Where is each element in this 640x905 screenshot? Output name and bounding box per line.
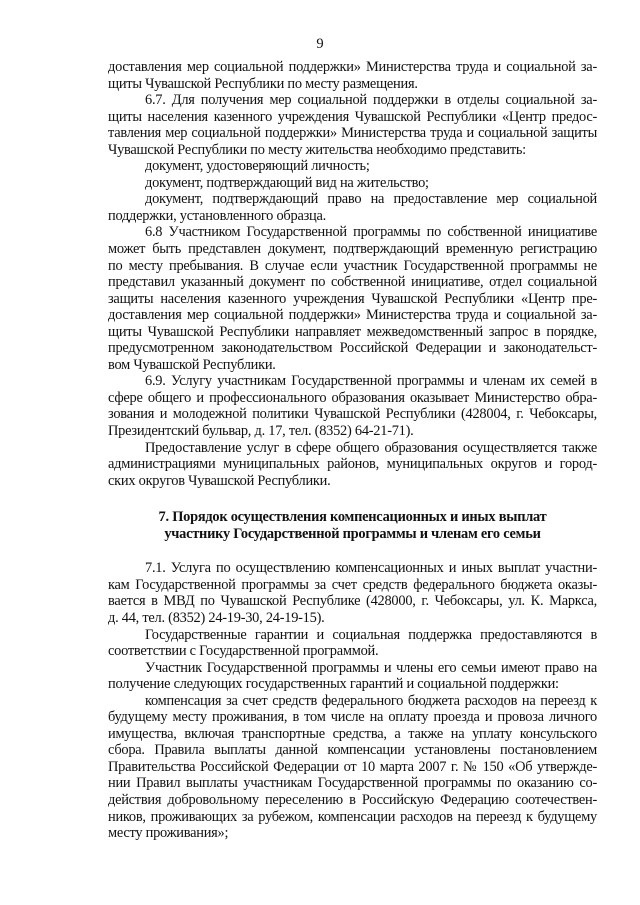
spacer (108, 489, 597, 509)
text-line: Чувашской Республики по месту жительства необходимо представить: (108, 141, 526, 158)
text-line: имущества, включая транспортные средства, а также на уплату консульского (108, 725, 597, 742)
paragraph-6-7-line: 6.7. Для получения мер социальной поддержки в отделы социальной за- (145, 92, 597, 109)
text-line: Участник Государственной программы и члены его семьи имеют право на (145, 659, 597, 676)
spacer (108, 542, 597, 560)
text-line: компенсация за счет средств федерального бюджета расходов на переезд к (145, 692, 597, 709)
section-heading: 7. Порядок осуществления компенсационных и иных выплат (158, 509, 547, 526)
text-line: сбора. Правила выплаты данной компенсации установлены постановлением (108, 742, 597, 759)
text-line: месту проживания»; (108, 825, 229, 842)
text-line: получение следующих государственных гарантий и социальной поддержки: (108, 676, 559, 693)
text-line: защиты населения казенного учреждения Чувашской Республики «Центр пре- (108, 290, 597, 307)
text-line: кам Государственной программы за счет средств федерального бюджета оказы- (108, 576, 597, 593)
text-line: Предоставление услуг в сфере общего образования осуществляется также (145, 439, 597, 456)
text-line: щиты Чувашской Республики по месту размещения. (108, 75, 418, 92)
text-line: доставления мер социальной поддержки» Министерства труда и социальной за- (108, 59, 597, 75)
text-line: ских округов Чувашской Республики. (108, 472, 331, 489)
text-line: действия добровольному переселению в Российскую Федерацию соотечествен- (108, 791, 597, 808)
text-line: будущему месту проживания, в том числе на оплату проезда и провоза личного (108, 709, 597, 726)
text-line: предусмотренном законодательством Российской Федерации и законодательст- (108, 340, 597, 357)
text-line: нии Правил выплаты участникам Государственной программы по оказанию со- (108, 775, 597, 792)
list-item: документ, подтверждающий право на предоставление мер социальной (145, 191, 597, 208)
text-line: д. 44, тел. (8352) 24-19-30, 24-19-15). (108, 609, 325, 626)
text-line: администрациями муниципальных районов, муниципальных округов и город- (108, 456, 597, 473)
text-line: тавления мер социальной поддержки» Министерства труда и социальной защиты (108, 125, 597, 142)
paragraph-6-8-line: 6.8 Участником Государственной программы по собственной инициативе (145, 224, 597, 241)
text-line: может быть представлен документ, подтверждающий временную регистрацию (108, 241, 597, 258)
page-number: 9 (316, 36, 324, 52)
text-line: зования и молодежной политики Чувашской Республики (428004, г. Чебоксары, (108, 406, 597, 423)
text-line: щиты населения казенного учреждения Чувашской Республики «Центр предос- (108, 108, 597, 125)
text-line: Государственные гарантии и социальная поддержка предоставляются в (145, 626, 597, 643)
list-item: документ, удостоверяющий личность; (145, 158, 370, 175)
text-line: соответствии с Государственной программой. (108, 643, 379, 660)
section-heading: участнику Государственной программы и членам его семьи (164, 525, 541, 542)
text-line: по месту пребывания. В случае если участник Государственной программы не (108, 257, 597, 274)
text-line: ников, проживающих за рубежом, компенсации расходов на переезд к будущему (108, 808, 597, 825)
text-line: Правительства Российской Федерации от 10 марта 2007 г. № 150 «Об утвержде- (108, 758, 597, 775)
paragraph-6-9-line: 6.9. Услугу участникам Государственной программы и членам их семей в (145, 373, 597, 390)
text-line: Президентский бульвар, д. 17, тел. (8352) 64-21-71). (108, 423, 414, 440)
text-line: представил указанный документ по собственной инициативе, отдел социальной (108, 274, 597, 291)
text-line: вается в МВД по Чувашской Республике (428000, г. Чебоксары, ул. К. Маркса, (108, 593, 597, 610)
paragraph-7-1-line: 7.1. Услуга по осуществлению компенсационных и иных выплат участни- (145, 560, 597, 577)
document-body (108, 59, 597, 842)
text-line: поддержки, установленного образца. (108, 207, 326, 224)
text-line: щиты Чувашской Республики направляет межведомственный запрос в порядке, (108, 323, 597, 340)
text-line: доставления мер социальной поддержки» Министерства труда и социальной за- (108, 307, 597, 324)
text-line: вом Чувашской Республики. (108, 356, 276, 373)
text-line: сфере общего и профессионального образования оказывает Министерство обра- (108, 389, 597, 406)
list-item: документ, подтверждающий вид на жительство; (145, 174, 429, 191)
